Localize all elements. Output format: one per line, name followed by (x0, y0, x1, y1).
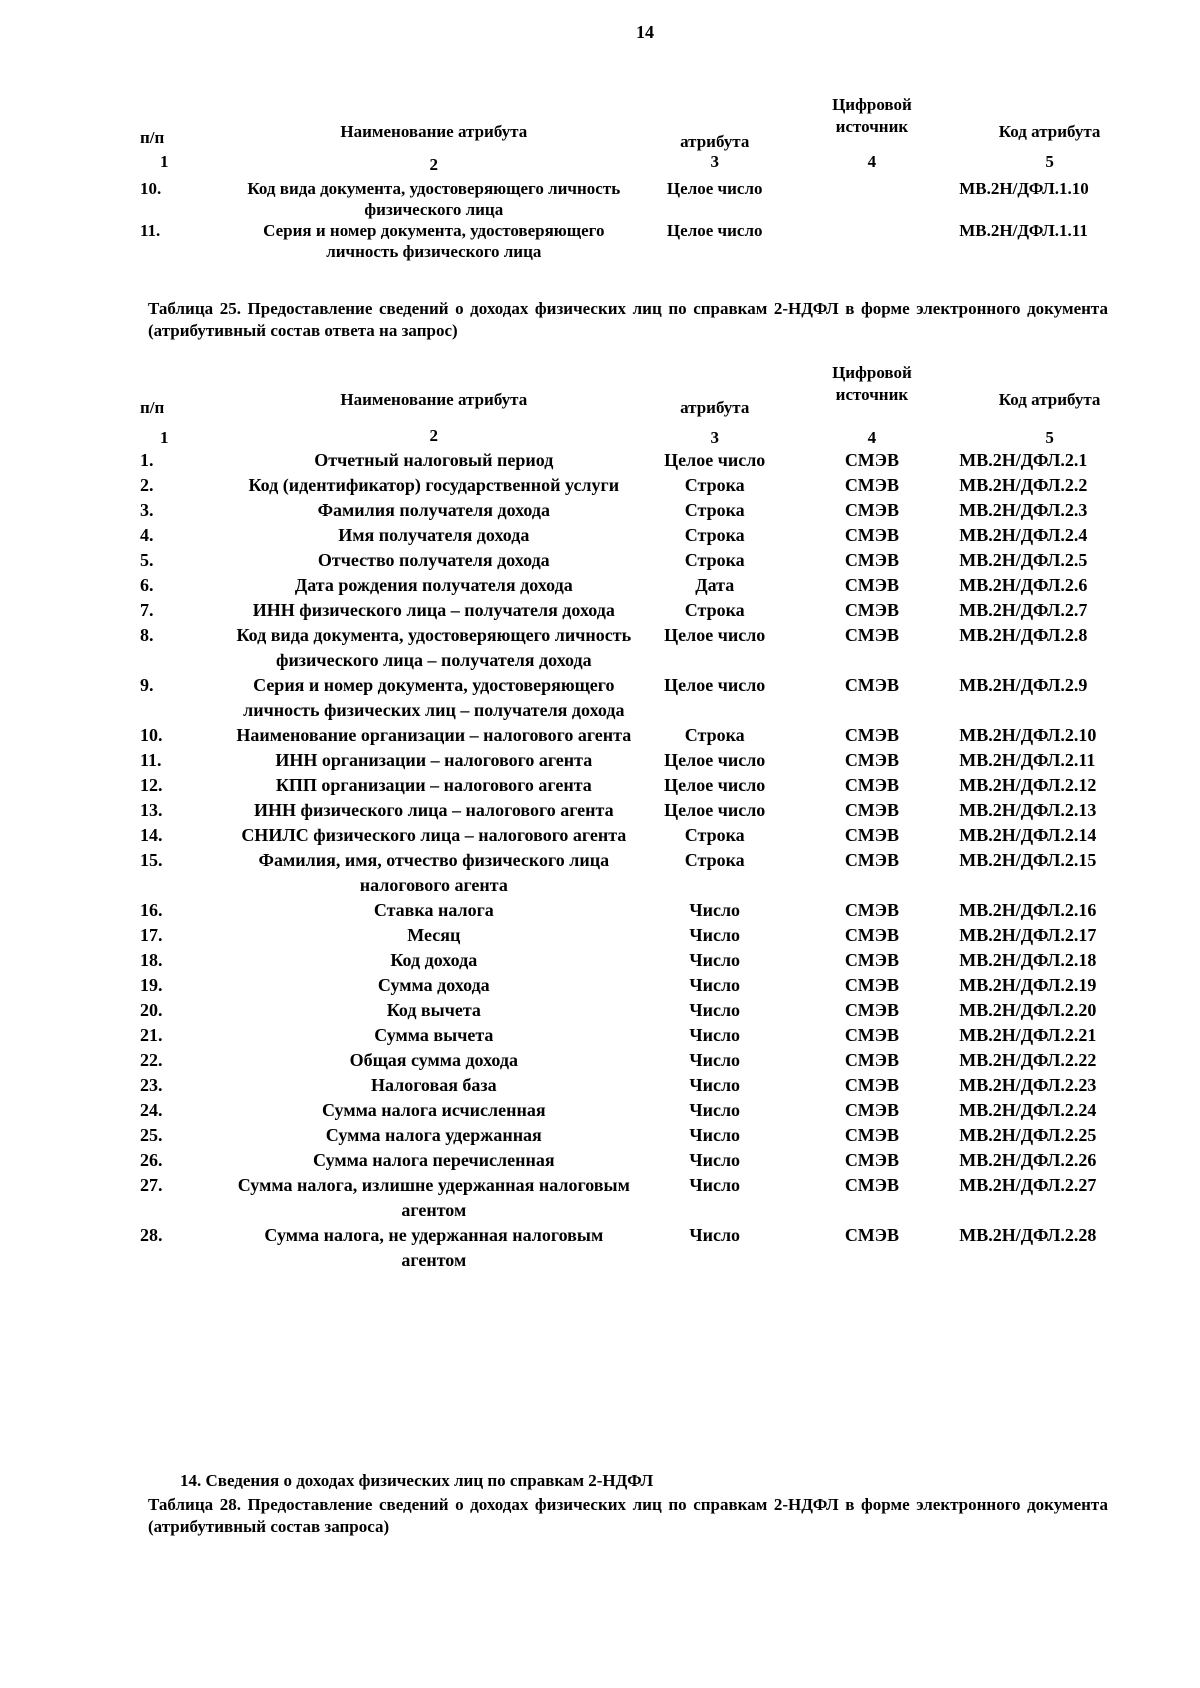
attribute-code: МВ.2Н/ДФЛ.2.16 (959, 900, 1097, 920)
attribute-type: Строка (684, 500, 745, 520)
attribute-type: Строка (684, 525, 745, 545)
attribute-type: Число (689, 975, 741, 995)
attribute-name: Фамилия, имя, отчество физического лица налогового агента (258, 850, 610, 895)
attribute-type: Дата (695, 575, 735, 595)
digital-source: СМЭВ (844, 775, 900, 795)
digital-source: СМЭВ (844, 1025, 900, 1045)
table-top-body (140, 178, 1140, 262)
table-row (140, 448, 1140, 473)
digital-source: СМЭВ (844, 800, 900, 820)
digital-source (795, 220, 950, 262)
table-row (140, 623, 1140, 673)
digital-source: СМЭВ (844, 975, 900, 995)
table-row (140, 473, 1140, 498)
digital-source: СМЭВ (844, 450, 900, 470)
row-number: 24. (140, 1100, 163, 1120)
table-row (140, 823, 1140, 848)
section-14-heading: 14. Сведения о доходах физических лиц по справкам 2-НДФЛ (180, 1471, 654, 1490)
attribute-code: МВ.2Н/ДФЛ.2.20 (959, 1000, 1097, 1020)
attribute-name: ИНН организации – налогового агента (275, 750, 593, 770)
attribute-code: МВ.2Н/ДФЛ.1.11 (959, 221, 1088, 240)
table-row (140, 973, 1140, 998)
row-number: 8. (140, 625, 154, 645)
column-number: 2 (429, 155, 439, 174)
row-number: 10. (140, 725, 163, 745)
attribute-code: МВ.2Н/ДФЛ.2.10 (959, 725, 1097, 745)
attribute-type: Строка (684, 850, 745, 870)
attribute-type: Число (689, 1125, 741, 1145)
digital-source: СМЭВ (844, 1000, 900, 1020)
column-number: 1 (160, 428, 169, 447)
attribute-type: Целое число (664, 800, 766, 820)
digital-source: СМЭВ (844, 850, 900, 870)
row-number: 12. (140, 775, 163, 795)
table-row (140, 748, 1140, 773)
attribute-code: МВ.2Н/ДФЛ.2.12 (959, 775, 1097, 795)
attribute-code: МВ.2Н/ДФЛ.2.25 (959, 1125, 1097, 1145)
table-row (140, 723, 1140, 748)
table-row (140, 523, 1140, 548)
column-number: 3 (710, 152, 719, 171)
table-25-caption: Таблица 25. Предоставление сведений о доходах физических лиц по справкам 2-НДФЛ в форме электронного документа (атрибутивный состав ответа на запрос) (148, 299, 1108, 340)
column-number: 3 (710, 428, 719, 447)
digital-source: СМЭВ (844, 1175, 900, 1195)
attribute-code: МВ.2Н/ДФЛ.2.15 (959, 850, 1097, 870)
header-attribute-type: атрибута (680, 398, 750, 417)
digital-source: СМЭВ (844, 1050, 900, 1070)
digital-source: СМЭВ (844, 1125, 900, 1145)
row-number: 20. (140, 1000, 163, 1020)
page-number: 14 (636, 22, 654, 42)
row-number: 27. (140, 1175, 163, 1195)
row-number: 13. (140, 800, 163, 820)
row-number: 2. (140, 475, 154, 495)
table-row (140, 573, 1140, 598)
row-number: 9. (140, 675, 154, 695)
row-number: 3. (140, 500, 154, 520)
row-number: 14. (140, 825, 163, 845)
attribute-name: КПП организации – налогового агента (275, 775, 592, 795)
table-row (140, 548, 1140, 573)
table-row (140, 848, 1140, 898)
attribute-code: МВ.2Н/ДФЛ.2.19 (959, 975, 1097, 995)
table-row (140, 948, 1140, 973)
attribute-type: Строка (684, 725, 745, 745)
attribute-name: Сумма дохода (377, 975, 490, 995)
header-digital-source: Цифровой источник (832, 363, 912, 404)
digital-source (795, 178, 950, 220)
table-main-body (140, 448, 1140, 1273)
attribute-type: Строка (684, 825, 745, 845)
table-row (140, 923, 1140, 948)
column-number: 5 (1045, 428, 1054, 447)
attribute-code: МВ.2Н/ДФЛ.2.7 (959, 600, 1088, 620)
row-number: 23. (140, 1075, 163, 1095)
attribute-name: Серия и номер документа, удостоверяющего личность физического лица (263, 221, 605, 261)
digital-source: СМЭВ (844, 575, 900, 595)
row-number: 26. (140, 1150, 163, 1170)
column-number: 4 (867, 428, 877, 447)
attribute-type: Целое число (666, 179, 763, 198)
header-attribute-name: Наименование атрибута (340, 122, 528, 141)
table-row (140, 178, 1140, 220)
attribute-type: Строка (684, 475, 745, 495)
attribute-type: Число (689, 1175, 741, 1195)
row-number: 25. (140, 1125, 163, 1145)
attribute-code: МВ.2Н/ДФЛ.2.11 (959, 750, 1096, 770)
table-row (140, 498, 1140, 523)
attribute-code: МВ.2Н/ДФЛ.2.17 (959, 925, 1097, 945)
table-row (140, 798, 1140, 823)
digital-source: СМЭВ (844, 1075, 900, 1095)
digital-source: СМЭВ (844, 900, 900, 920)
attribute-table-continued (140, 88, 1140, 262)
digital-source: СМЭВ (844, 500, 900, 520)
attribute-name: Ставка налога (373, 900, 494, 920)
attribute-name: Сумма налога, не удержанная налоговым агентом (264, 1225, 604, 1270)
header-index: п/п (140, 398, 165, 417)
column-number: 1 (160, 152, 169, 171)
attribute-code: МВ.2Н/ДФЛ.2.18 (959, 950, 1097, 970)
attribute-name: Общая сумма дохода (349, 1050, 519, 1070)
column-number: 5 (1045, 152, 1054, 171)
attribute-type: Целое число (664, 750, 766, 770)
row-number: 7. (140, 600, 154, 620)
row-number: 1. (140, 450, 154, 470)
digital-source: СМЭВ (844, 925, 900, 945)
attribute-code: МВ.2Н/ДФЛ.2.13 (959, 800, 1097, 820)
attribute-code: МВ.2Н/ДФЛ.2.14 (959, 825, 1097, 845)
attribute-name: Фамилия получателя дохода (317, 500, 551, 520)
attribute-name: Месяц (407, 925, 461, 945)
table-row (140, 598, 1140, 623)
attribute-code: МВ.2Н/ДФЛ.1.10 (959, 179, 1089, 198)
attribute-code: МВ.2Н/ДФЛ.2.3 (959, 500, 1088, 520)
row-number: 17. (140, 925, 163, 945)
digital-source: СМЭВ (844, 625, 900, 645)
attribute-name: Код дохода (390, 950, 478, 970)
table-row (140, 1123, 1140, 1148)
row-number: 11. (140, 221, 161, 240)
row-number: 15. (140, 850, 163, 870)
attribute-name: Имя получателя дохода (338, 525, 530, 545)
attribute-name: ИНН физического лица – налогового агента (254, 800, 614, 820)
row-number: 11. (140, 750, 162, 770)
attribute-type: Число (689, 900, 741, 920)
attribute-name: Код вычета (386, 1000, 481, 1020)
header-attribute-code: Код атрибута (998, 122, 1101, 141)
row-number: 10. (140, 179, 162, 198)
attribute-type: Число (689, 1150, 741, 1170)
attribute-name: Код вида документа, удостоверяющего личность физического лица – получателя дохода (236, 625, 632, 670)
header-attribute-type: атрибута (680, 132, 750, 151)
digital-source: СМЭВ (844, 525, 900, 545)
attribute-name: ИНН физического лица – получателя дохода (252, 600, 615, 620)
table-row (140, 898, 1140, 923)
attribute-name: Отчетный налоговый период (314, 450, 554, 470)
attribute-type: Строка (684, 600, 745, 620)
attribute-code: МВ.2Н/ДФЛ.2.22 (959, 1050, 1097, 1070)
digital-source: СМЭВ (844, 950, 900, 970)
attribute-code: МВ.2Н/ДФЛ.2.9 (959, 675, 1088, 695)
digital-source: СМЭВ (844, 550, 900, 570)
digital-source: СМЭВ (844, 750, 900, 770)
table-row (140, 1073, 1140, 1098)
attribute-type: Целое число (664, 775, 766, 795)
row-number: 4. (140, 525, 154, 545)
digital-source: СМЭВ (844, 1225, 900, 1245)
attribute-name: Код вида документа, удостоверяющего личность физического лица (247, 179, 621, 219)
attribute-table-25 (140, 362, 1140, 1273)
attribute-name: СНИЛС физического лица – налогового агента (241, 825, 627, 845)
row-number: 5. (140, 550, 154, 570)
attribute-code: МВ.2Н/ДФЛ.2.1 (959, 450, 1088, 470)
table-row (140, 1223, 1140, 1273)
digital-source: СМЭВ (844, 475, 900, 495)
attribute-code: МВ.2Н/ДФЛ.2.26 (959, 1150, 1097, 1170)
row-number: 22. (140, 1050, 163, 1070)
header-index: п/п (140, 128, 165, 147)
attribute-name: Сумма налога, излишне удержанная налоговым агентом (237, 1175, 630, 1220)
attribute-code: МВ.2Н/ДФЛ.2.21 (959, 1025, 1097, 1045)
header-attribute-name: Наименование атрибута (340, 390, 528, 409)
attribute-type: Целое число (664, 625, 766, 645)
table-row (140, 998, 1140, 1023)
attribute-type: Целое число (664, 675, 766, 695)
attribute-name: Сумма вычета (374, 1025, 494, 1045)
digital-source: СМЭВ (844, 1150, 900, 1170)
attribute-name: Отчество получателя дохода (317, 550, 550, 570)
digital-source: СМЭВ (844, 825, 900, 845)
attribute-name: Сумма налога исчисленная (322, 1100, 546, 1120)
attribute-type: Целое число (664, 450, 766, 470)
digital-source: СМЭВ (844, 1100, 900, 1120)
attribute-type: Число (689, 1225, 741, 1245)
row-number: 18. (140, 950, 163, 970)
table-28-caption: Таблица 28. Предоставление сведений о доходах физических лиц по справкам 2-НДФЛ в форме электронного документа (атрибутивный состав запроса) (148, 1495, 1108, 1536)
attribute-type: Число (689, 1050, 741, 1070)
attribute-type: Число (689, 1075, 741, 1095)
attribute-code: МВ.2Н/ДФЛ.2.27 (959, 1175, 1097, 1195)
attribute-type: Число (689, 1025, 741, 1045)
attribute-name: Налоговая база (370, 1075, 497, 1095)
attribute-name: Дата рождения получателя дохода (294, 575, 573, 595)
row-number: 6. (140, 575, 154, 595)
attribute-code: МВ.2Н/ДФЛ.2.5 (959, 550, 1088, 570)
attribute-type: Целое число (666, 221, 763, 240)
header-digital-source: Цифровой источник (832, 95, 912, 136)
attribute-code: МВ.2Н/ДФЛ.2.23 (959, 1075, 1097, 1095)
header-attribute-code: Код атрибута (998, 390, 1101, 409)
column-number: 4 (867, 152, 877, 171)
attribute-name: Код (идентификатор) государственной услуги (248, 475, 620, 495)
attribute-type: Число (689, 1000, 741, 1020)
attribute-name: Наименование организации – налогового агента (236, 725, 632, 745)
row-number: 28. (140, 1225, 163, 1245)
table-row (140, 1173, 1140, 1223)
table-row (140, 1148, 1140, 1173)
row-number: 19. (140, 975, 163, 995)
digital-source: СМЭВ (844, 600, 900, 620)
attribute-type: Число (689, 950, 741, 970)
attribute-type: Строка (684, 550, 745, 570)
digital-source: СМЭВ (844, 675, 900, 695)
table-row (140, 773, 1140, 798)
table-row (140, 1048, 1140, 1073)
attribute-code: МВ.2Н/ДФЛ.2.8 (959, 625, 1088, 645)
table-row (140, 673, 1140, 723)
row-number: 16. (140, 900, 163, 920)
row-number: 21. (140, 1025, 163, 1045)
column-number: 2 (429, 426, 439, 445)
attribute-name: Серия и номер документа, удостоверяющего личность физических лиц – получателя дохода (243, 675, 625, 720)
attribute-name: Сумма налога удержанная (325, 1125, 542, 1145)
attribute-code: МВ.2Н/ДФЛ.2.24 (959, 1100, 1097, 1120)
attribute-type: Число (689, 1100, 741, 1120)
attribute-name: Сумма налога перечисленная (313, 1150, 555, 1170)
attribute-type: Число (689, 925, 741, 945)
attribute-code: МВ.2Н/ДФЛ.2.4 (959, 525, 1088, 545)
digital-source: СМЭВ (844, 725, 900, 745)
attribute-code: МВ.2Н/ДФЛ.2.28 (959, 1225, 1097, 1245)
attribute-code: МВ.2Н/ДФЛ.2.2 (959, 475, 1088, 495)
table-row (140, 220, 1140, 262)
table-row (140, 1098, 1140, 1123)
table-row (140, 1023, 1140, 1048)
attribute-code: МВ.2Н/ДФЛ.2.6 (959, 575, 1088, 595)
